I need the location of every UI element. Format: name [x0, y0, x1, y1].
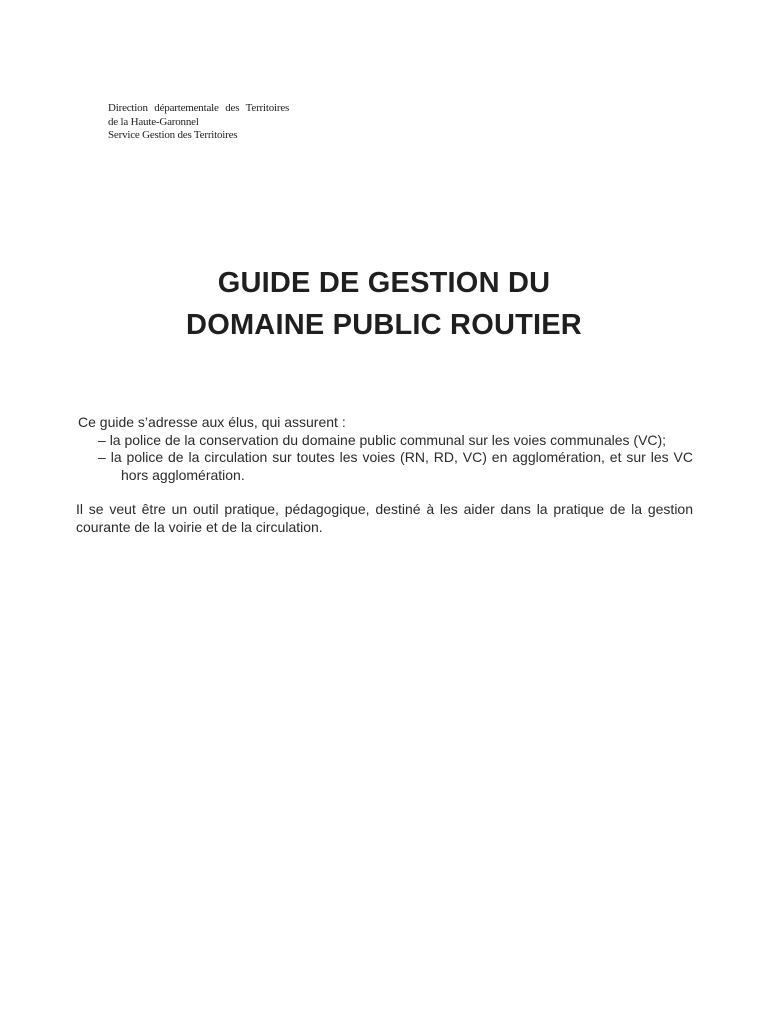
document-title	[0, 262, 768, 346]
title-line-2: DOMAINE PUBLIC ROUTIER	[186, 309, 582, 341]
list-item-text: la police de la conservation du domaine public communal sur les voies communales (VC);	[109, 431, 667, 448]
issuer-header	[108, 102, 289, 143]
dash-marker: –	[98, 449, 106, 465]
dash-marker: –	[98, 431, 106, 448]
issuer-line-region: de la Haute-Garonnel	[108, 115, 199, 128]
intro-sentence: Ce guide s’adresse aux élus, qui assurent :	[78, 414, 346, 430]
list-item	[76, 449, 693, 484]
title-line-1: GUIDE DE GESTION DU	[217, 267, 551, 299]
issuer-line-directorate: Direction départementale des Territoires	[108, 102, 290, 114]
list-item-text: la police de la circulation sur toutes les voies (RN, RD, VC) en agglomération, et sur les VC hors agglomération.	[110, 449, 693, 483]
document-body	[76, 414, 693, 536]
list-item	[76, 432, 693, 450]
purpose-paragraph: Il se veut être un outil pratique, pédagogique, destiné à les aider dans la pratique de la gestion courante de la voirie et de la circulation.	[76, 501, 693, 535]
responsibility-list	[76, 432, 693, 485]
issuer-line-service: Service Gestion des Territoires	[108, 129, 238, 141]
